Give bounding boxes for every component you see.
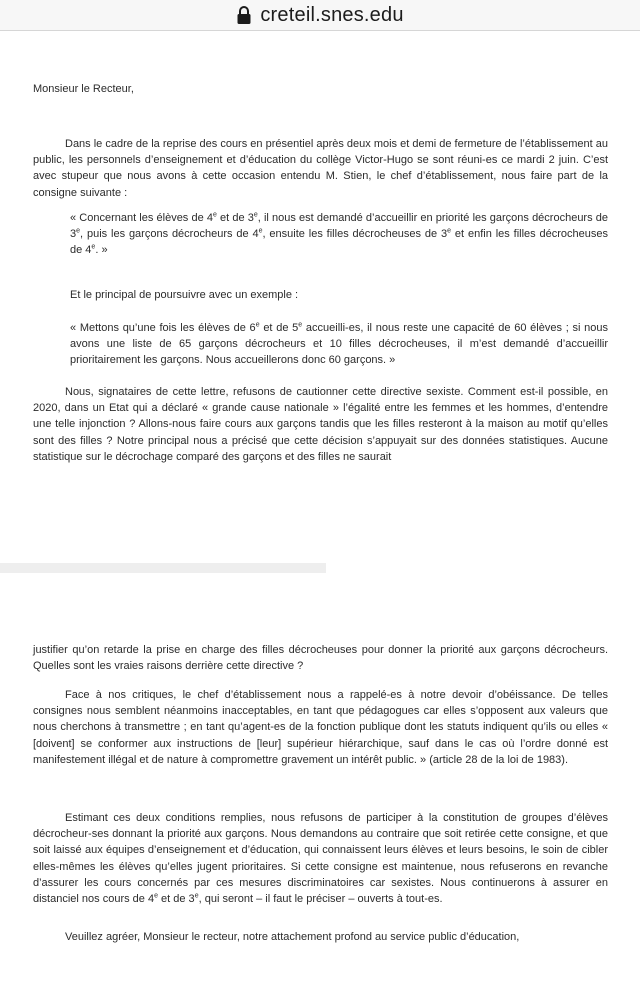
paragraph-2: Et le principal de poursuivre avec un exemple : — [70, 289, 299, 301]
paragraph-3-continued: justifier qu’on retarde la prise en charge des filles décrocheuses pour donner la priorité aux garçons décrocheurs. Quelles sont les vraies raisons derrière cette directive ? — [33, 644, 608, 673]
quote-2: « Mettons qu’une fois les élèves de 6e et de 5e accueilli-es, il nous reste une capacité de 60 élèves ; si nous avons une liste de 65 garçons décrocheurs et 10 filles décrocheuses, il m’est demandé d’accueillir prioritairement les garçons. Nous accueillerons donc 60 garçons. » — [70, 321, 608, 367]
closing: Veuillez agréer, Monsieur le recteur, notre attachement profond au service public d’éducation, — [65, 931, 520, 943]
url-domain: creteil.snes.edu — [260, 3, 404, 26]
paragraph-4: Face à nos critiques, le chef d’établissement nous a rappelé-es à notre devoir d’obéissance. De telles consignes nous semblent néanmoins inacceptables, en tant que pédagogues car elles s’opposent aux valeurs que nous cherchons à transmettre ; en tant qu’agent-es de la fonction publique dont les statuts indiquent qu’ils ou elles « [doivent] se conformer aux instructions de [leur] supérieur hiérarchique, sauf dans le cas où l’ordre donné est manifestement illégal et de nature à compromettre gravement un intérêt public. » (article 28 de la loi de 1983). — [33, 689, 608, 766]
paragraph-3: Nous, signataires de cette lettre, refusons de cautionner cette directive sexiste. Comment est-il possible, en 2020, dans un Etat qui a déclaré « grande cause nationale » l’égalité entre les femmes et les hommes, d’entendre une telle injonction ? Allons-nous faire cours aux garçons tandis que les filles resteront à la maison au motif qu’elles sont des filles ? Notre principal nous a précisé que cette décision s’appuyait sur des données statistiques. Aucune statistique sur le décrochage comparé des garçons et des filles ne saurait — [33, 386, 608, 463]
page-edge-strip — [0, 563, 326, 573]
paragraph-1: Dans le cadre de la reprise des cours en présentiel après deux mois et demi de fermeture de l’établissement au public, les personnels d’enseignement et d’éducation du collège Victor-Hugo se sont réuni-es ce mardi 2 juin. C’est avec stupeur que nous avons à cette occasion entendu M. Stien, le chef d’établissement, nous faire part de la consigne suivante : — [33, 138, 608, 199]
quote-1: « Concernant les élèves de 4e et de 3e, il nous est demandé d’accueillir en priorité les garçons décrocheurs de 3e, puis les garçons décrocheurs de 4e, ensuite les filles décrocheuses de 3e et enfin les filles décrocheuses de 4e. » — [70, 211, 608, 257]
address-bar[interactable] — [0, 0, 640, 31]
lock-icon — [236, 5, 252, 25]
paragraph-5: Estimant ces deux conditions remplies, nous refusons de participer à la constitution de groupes d’élèves décrocheur-ses donnant la priorité aux garçons. Nous demandons au contraire que soit retirée cette consigne, et que soit laissé aux équipes d’enseignement et d’éducation, qui connaissent leurs élèves et leurs besoins, le soin de cibler elles-mêmes les élèves qu’elles jugent prioritaires. Si cette consigne est maintenue, nous refuserons en revanche d’assurer les cours concernés par ces mesures discriminatoires car sexistes. Nous continuerons à assurer en distanciel nos cours de 4e et de 3e, qui seront – il faut le préciser – ouverts à tout-es. — [33, 812, 608, 906]
salutation: Monsieur le Recteur, — [33, 83, 134, 95]
